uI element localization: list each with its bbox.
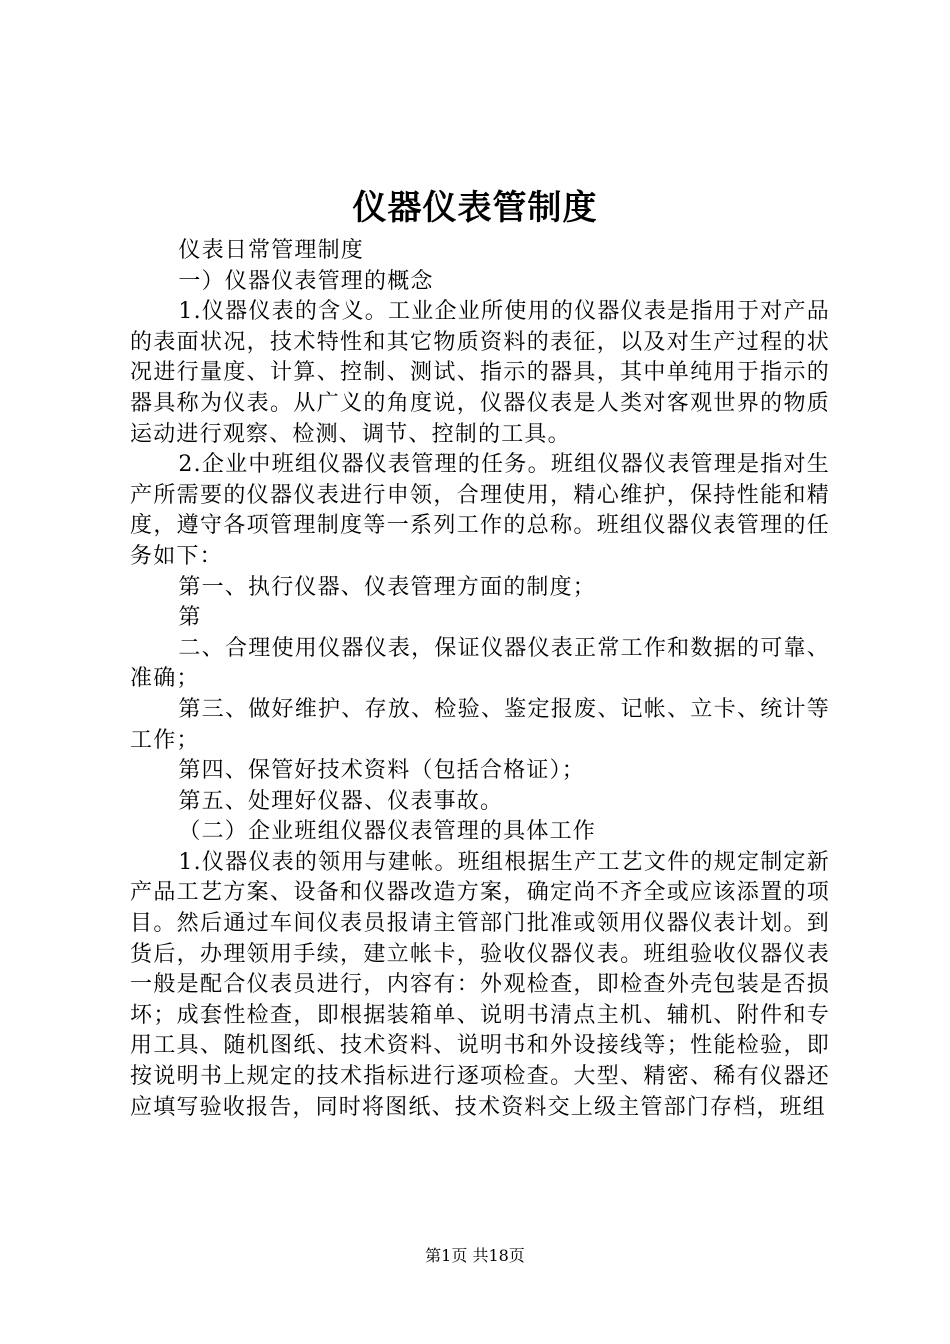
paragraph: 1.仪器仪表的含义。工业企业所使用的仪器仪表是指用于对产品的表面状况，技术特性和其它物质资料的表征，以及对生产过程的状况进行量度、计算、控制、测试、指示的器具，其中单纯用于指示的器具称为仪表。从广义的角度说，仪器仪表是人类对客观世界的物质运动进行观察、检测、调节、控制的工具。: [130, 299, 830, 447]
document-title: 仪器仪表管制度: [352, 188, 598, 228]
list-item: 第五、处理好仪器、仪表事故。: [178, 788, 504, 814]
paragraph-section-heading: （二）企业班组仪器仪表管理的具体工作: [178, 819, 596, 845]
paragraph: 2.企业中班组仪器仪表管理的任务。班组仪器仪表管理是指对生产所需要的仪器仪表进行申领，合理使用，精心维护，保持性能和精度，遵守各项管理制度等一系列工作的总称。班组仪器仪表管理的任务如下：: [130, 452, 830, 569]
paragraph-subtitle: 仪表日常管理制度: [178, 238, 364, 263]
list-item: 二、合理使用仪器仪表，保证仪器仪表正常工作和数据的可靠、准确；: [130, 635, 830, 692]
paragraph: 1.仪器仪表的领用与建帐。班组根据生产工艺文件的规定制定新产品工艺方案、设备和仪器改造方案，确定尚不齐全或应该添置的项目。然后通过车间仪表员报请主管部门批准或领用仪器仪表计划。到货后，办理领用手续，建立帐卡，验收仪器仪表。班组验收仪器仪表一般是配合仪表员进行，内容有：外观检查，即检查外壳包装是否损坏；成套性检查，即根据装箱单、说明书清点主机、辅机、附件和专用工具、随机图纸、技术资料、说明书和外设接线等；性能检验，即按说明书上规定的技术指标进行逐项检查。大型、精密、稀有仪器还应填写验收报告，同时将图纸、技术资料交上级主管部门存档，班组: [130, 849, 830, 1120]
list-item: 第: [178, 605, 202, 631]
page-footer: 第1页 共18页: [425, 1246, 525, 1265]
list-item: 第四、保管好技术资料（包括合格证）；: [178, 758, 585, 784]
document-body: [130, 236, 830, 1123]
list-item: 第三、做好维护、存放、检验、鉴定报废、记帐、立卡、统计等工作；: [130, 696, 830, 753]
paragraph-section-heading: 一）仪器仪表管理的概念: [178, 268, 434, 294]
list-item: 第一、执行仪器、仪表管理方面的制度；: [178, 574, 596, 600]
